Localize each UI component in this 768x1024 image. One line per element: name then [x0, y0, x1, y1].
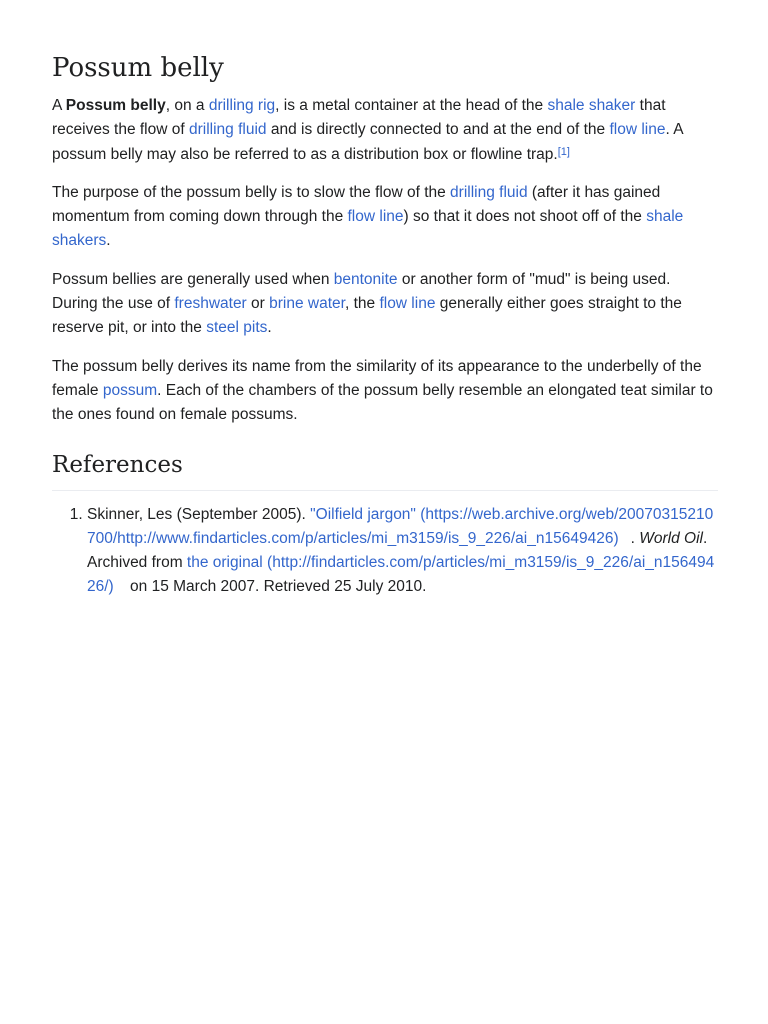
page-title: Possum belly [52, 53, 224, 83]
text: The possum belly derives its name from the similarity of its appearance to the underbelly of the female [52, 357, 702, 399]
link-brine-water[interactable]: brine water [269, 295, 345, 313]
text: on 15 March 2007. Retrieved 25 July 2010. [125, 577, 427, 595]
references-list [52, 503, 718, 599]
text: or another form of "mud" is being used. During the use of [52, 270, 671, 313]
link-drilling-fluid[interactable]: drilling fluid [450, 183, 528, 201]
name-paragraph [52, 355, 718, 428]
text: Possum bellies are generally used when [52, 270, 334, 288]
link-oilfield-jargon[interactable]: "Oilfield jargon" (https://web.archive.org/web/20070315210700/http://www.findarticles.com/p/articles/mi_m3159/is_9_226/ai_n15649426) [87, 505, 714, 547]
citation-link[interactable]: [1] [557, 145, 570, 158]
text: . Archived from [87, 529, 708, 571]
link-drilling-fluid[interactable]: drilling fluid [188, 121, 267, 139]
journal-name: World Oil [639, 529, 703, 547]
text: or [246, 295, 270, 313]
link-freshwater[interactable]: freshwater [174, 295, 247, 313]
text: A [52, 97, 66, 114]
intro-paragraph [52, 94, 718, 167]
text: . [630, 529, 640, 547]
reference-item [87, 503, 718, 599]
text: , is a metal container at the head of the [275, 97, 548, 114]
text: , on a [165, 97, 209, 114]
link-shale-shaker[interactable]: shale shaker [547, 97, 636, 114]
references-heading: References [52, 448, 718, 491]
text: . [267, 319, 272, 337]
text: , the [344, 295, 380, 313]
text: . [106, 232, 111, 250]
link-flow-line[interactable]: flow line [347, 208, 404, 226]
link-flow-line[interactable]: flow line [379, 295, 436, 313]
link-steel-pits[interactable]: steel pits [206, 319, 268, 337]
text: . Each of the chambers of the possum belly resemble an elongated teat similar to the ones found on female possums. [52, 381, 713, 424]
text: generally either goes straight to the reserve pit, or into the [52, 295, 682, 337]
article [52, 48, 718, 599]
link-drilling-rig[interactable]: drilling rig [208, 97, 276, 114]
link-the-original[interactable]: the original (http://findarticles.com/p/articles/mi_m3159/is_9_226/ai_n15649426/) [87, 553, 715, 595]
text: . A possum belly may also be referred to as a distribution box or flowline trap. [52, 121, 683, 163]
text: Skinner, Les (September 2005). [87, 505, 311, 523]
text: ) so that it does not shoot off of the [403, 208, 647, 226]
usage-paragraph [52, 268, 718, 341]
link-flow-line[interactable]: flow line [609, 121, 666, 139]
text: that receives the flow of [52, 97, 666, 139]
text: and is directly connected to and at the end of the [266, 121, 610, 139]
link-shale-shakers[interactable]: shale shakers [52, 208, 684, 250]
text: The purpose of the possum belly is to slow the flow of the [52, 183, 451, 201]
link-bentonite[interactable]: bentonite [333, 270, 398, 288]
link-possum[interactable]: possum [102, 381, 158, 399]
text: (after it has gained momentum from coming down through the [52, 183, 661, 226]
bold-term: Possum belly [65, 97, 166, 114]
purpose-paragraph [52, 181, 718, 254]
